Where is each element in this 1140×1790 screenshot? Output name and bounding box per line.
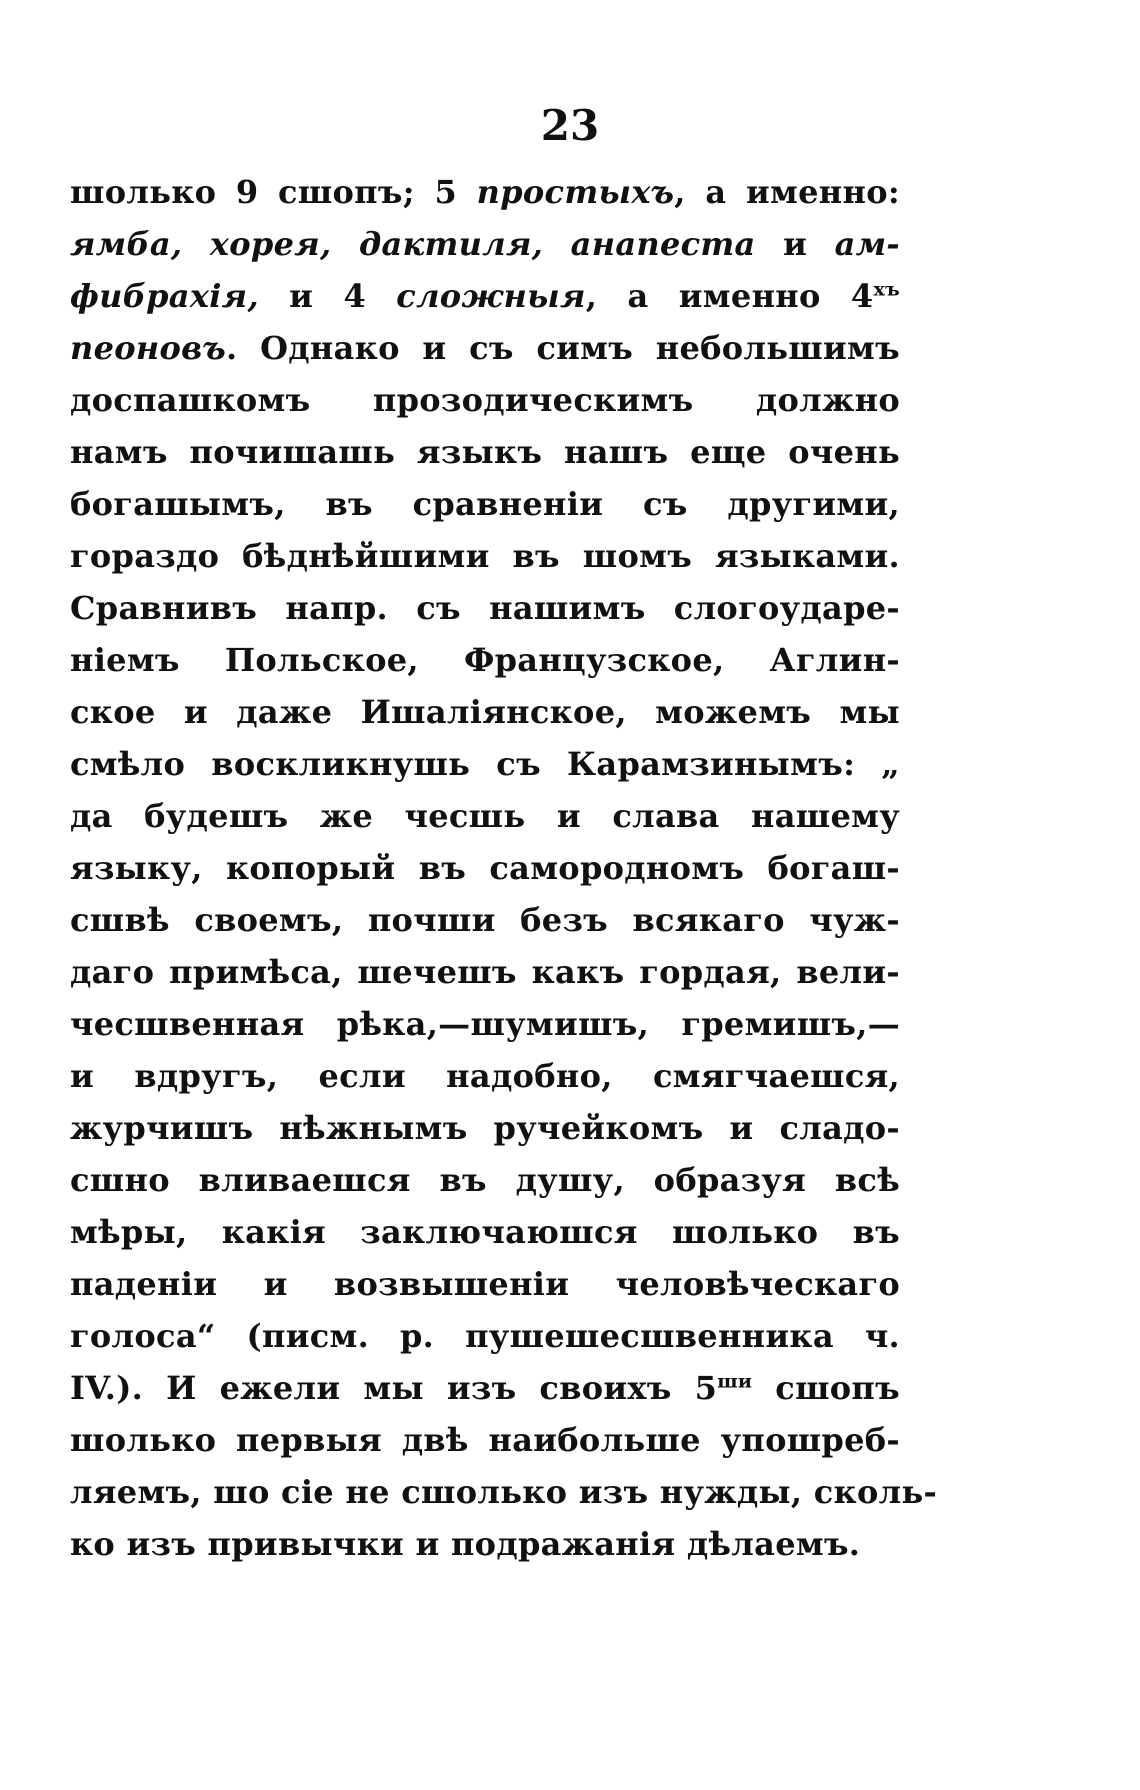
- text-segment: чесшвенная рѣка,—шумишъ, гремишъ,—: [70, 1005, 900, 1043]
- text-segment: Сравнивъ напр. съ нашимъ слогоударе-: [70, 589, 900, 627]
- text-line: [70, 218, 900, 270]
- text-line: [70, 1206, 900, 1258]
- text-line: [70, 790, 900, 842]
- text-line: [70, 1154, 900, 1206]
- superscript-text: ши: [717, 1370, 753, 1393]
- text-line: [70, 1466, 938, 1518]
- text-segment: ское и даже Ишаліянское, можемъ мы: [70, 693, 900, 731]
- text-line: [70, 634, 900, 686]
- text-line: [70, 270, 900, 322]
- text-segment: даго примѣса, шечешъ какъ гордая, вели-: [70, 953, 900, 991]
- text-line: [70, 1310, 900, 1362]
- text-segment: намъ почишашь языкъ нашъ еще очень: [70, 433, 900, 471]
- text-segment: паденіи и возвышеніи человѣческаго: [70, 1265, 900, 1303]
- text-line: [70, 478, 900, 530]
- text-segment: сшно вливаешся въ душу, образуя всѣ: [70, 1161, 900, 1199]
- text-segment: языку, копорый въ самородномъ богаш-: [70, 849, 900, 887]
- text-line: [70, 322, 900, 374]
- text-line: [70, 1518, 900, 1570]
- text-line: [70, 686, 900, 738]
- text-segment: и 4: [258, 277, 397, 315]
- text-line: [70, 738, 900, 790]
- text-segment: сшвѣ своемъ, почши безъ всякаго чуж-: [70, 901, 900, 939]
- text-segment: сшопъ: [752, 1369, 900, 1407]
- text-segment: и: [755, 225, 835, 263]
- text-segment: доспашкомъ прозодическимъ должно: [70, 381, 900, 419]
- text-segment: гораздо бѣднѣйшими въ шомъ языками.: [70, 537, 900, 575]
- text-segment: ко изъ привычки и подражанія дѣлаемъ.: [70, 1525, 861, 1563]
- text-segment: и вдругъ, если надобно, смягчаешся,: [70, 1057, 900, 1095]
- italic-text: сложныя: [396, 277, 586, 315]
- text-segment: да будешъ же чесшь и слава нашему: [70, 797, 900, 835]
- text-line: [70, 842, 900, 894]
- italic-text: ямба, хорея, дактиля, анапеста: [70, 225, 756, 263]
- superscript-text: хъ: [873, 278, 900, 301]
- italic-text: фибрахія,: [70, 277, 259, 315]
- page-number: 23: [540, 101, 600, 150]
- text-segment: смѣло воскликнушь съ Карамзинымъ: „: [70, 745, 900, 783]
- text-line: [70, 998, 900, 1050]
- text-line: [70, 166, 900, 218]
- text-segment: богашымъ, въ сравненіи съ другими,: [70, 485, 900, 523]
- text-line: [70, 582, 900, 634]
- italic-text: ам-: [834, 225, 901, 263]
- text-line: [70, 1414, 900, 1466]
- italic-text: пеоновъ: [70, 329, 227, 367]
- text-segment: мѣры, какія заключаюшся шолько въ: [70, 1213, 900, 1251]
- text-line: [70, 374, 900, 426]
- text-segment: шолько первыя двѣ наибольше упошреб-: [70, 1421, 900, 1459]
- text-line: [70, 1362, 900, 1414]
- text-line: [70, 946, 900, 998]
- text-line: [70, 894, 900, 946]
- text-segment: . Однако и съ симъ небольшимъ: [226, 329, 900, 367]
- text-segment: IV.). И ежели мы изъ своихъ 5: [70, 1369, 718, 1407]
- text-segment: ляемъ, шо сіе не сшолько изъ нужды, сколь-: [70, 1473, 938, 1511]
- text-line: [70, 426, 900, 478]
- text-segment: журчишъ нѣжнымъ ручейкомъ и сладо-: [70, 1109, 900, 1147]
- text-segment: ніемъ Польское, Французское, Аглин-: [70, 641, 900, 679]
- italic-text: простыхъ: [476, 173, 675, 211]
- text-line: [70, 1050, 900, 1102]
- text-segment: голоса“ (писм. р. пушешесшвенника ч.: [70, 1317, 900, 1355]
- text-line: [70, 530, 900, 582]
- body-text: [70, 166, 938, 1570]
- text-line: [70, 1102, 900, 1154]
- text-segment: шолько 9 сшопъ; 5: [70, 173, 477, 211]
- text-segment: , а именно:: [674, 173, 900, 211]
- text-line: [70, 1258, 900, 1310]
- text-segment: , а именно 4: [585, 277, 874, 315]
